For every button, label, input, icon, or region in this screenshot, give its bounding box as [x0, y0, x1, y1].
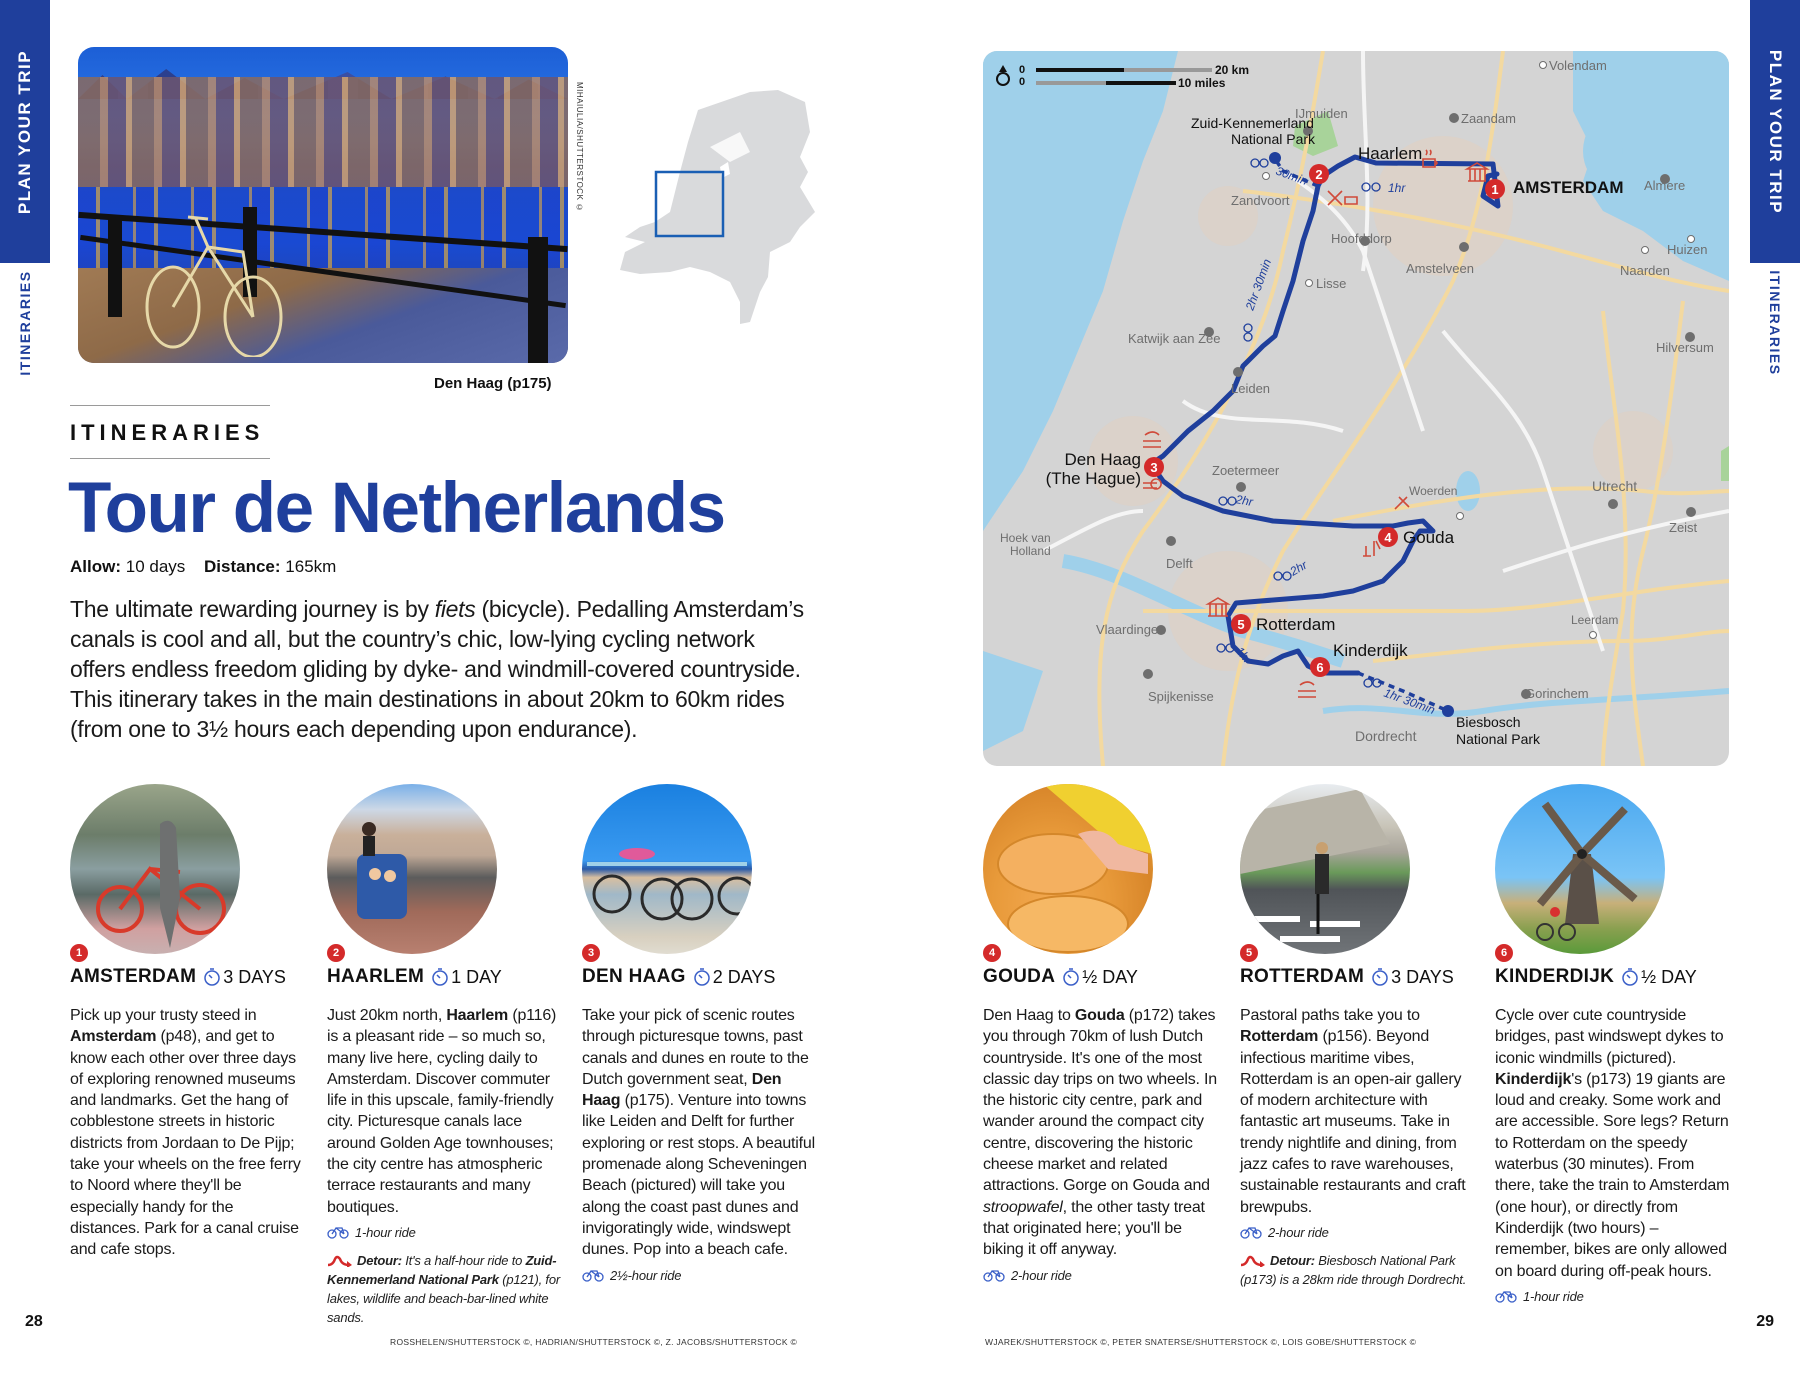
allow-label: Allow:: [70, 557, 121, 576]
svg-text:Spijkenisse: Spijkenisse: [1148, 689, 1214, 704]
allow-value: 10 days: [125, 557, 186, 576]
stop-description: Den Haag to Gouda (p172) takes you through 70km of lush Dutch countryside. It's one of the most classic day trips on two wheels. In the historic city centre, park and wander around the compact city centre, discovering the historic cheese market and related attractions. Gorge on Gouda and stroopwafel, the other tasty treat that originated here; you'll be biking it off anyway. 2-hour ride: [983, 1005, 1218, 1286]
ride-duration: 1-hour ride: [1495, 1286, 1730, 1307]
stop-number-badge: 6: [1495, 944, 1513, 962]
stop-card-haarlem: [327, 784, 567, 1326]
svg-text:4: 4: [1384, 530, 1392, 545]
stop-photo-kinderdijk: [1495, 784, 1665, 954]
svg-text:Holland: Holland: [1010, 544, 1051, 558]
stop-number-badge: 1: [70, 944, 88, 962]
stopwatch-icon: [693, 967, 711, 987]
stopwatch-icon: [1062, 967, 1080, 987]
stop-card-gouda: [983, 784, 1223, 1283]
stop-name: GOUDA: [983, 966, 1056, 987]
svg-text:5: 5: [1237, 617, 1245, 632]
stop-photo-gouda: [983, 784, 1153, 954]
ride-duration: 1-hour ride: [327, 1222, 562, 1243]
distance-value: 165km: [285, 557, 337, 576]
svg-text:Lisse: Lisse: [1316, 276, 1347, 291]
svg-text:6: 6: [1316, 660, 1324, 675]
section-tab-label: PLAN YOUR TRIP: [15, 49, 34, 214]
divider: [70, 458, 270, 459]
svg-text:Rotterdam: Rotterdam: [1256, 615, 1336, 634]
detour-note: Detour: Biesbosch National Park (p173) is a 28km ride through Dordrecht.: [1240, 1253, 1467, 1288]
svg-text:Gorinchem: Gorinchem: [1525, 686, 1589, 701]
svg-text:2hr: 2hr: [1234, 492, 1254, 509]
map-marker-4: [1378, 527, 1455, 547]
stop-number-badge: 4: [983, 944, 1001, 962]
ride-duration: 2½-hour ride: [582, 1265, 817, 1286]
hero-photo-credit: MIHAIULIA/SHUTTERSTOCK ©: [575, 82, 584, 213]
page-title: Tour de Netherlands: [68, 469, 725, 548]
svg-text:Kinderdijk: Kinderdijk: [1333, 641, 1408, 660]
svg-text:1hr: 1hr: [1232, 643, 1255, 667]
svg-text:Leiden: Leiden: [1231, 381, 1271, 396]
svg-text:National Park: National Park: [1231, 131, 1316, 147]
svg-text:2hr: 2hr: [1287, 557, 1310, 579]
svg-text:AMSTERDAM: AMSTERDAM: [1513, 178, 1624, 197]
stop-number-badge: 5: [1240, 944, 1258, 962]
svg-text:3: 3: [1150, 460, 1158, 475]
subsection-tab-left: [0, 263, 50, 383]
ride-duration: 2-hour ride: [983, 1265, 1218, 1286]
stop-duration: ½ DAY: [1641, 966, 1697, 987]
svg-text:1: 1: [1491, 182, 1499, 197]
subsection-tab-label: ITINERARIES: [17, 270, 33, 376]
svg-text:Vlaardingen: Vlaardingen: [1096, 622, 1166, 637]
detour-arrow-icon: [1240, 1255, 1266, 1267]
stop-card-amsterdam: [70, 784, 310, 1259]
stopwatch-icon: [203, 967, 221, 987]
stop-name: DEN HAAG: [582, 966, 686, 987]
svg-text:Leerdam: Leerdam: [1571, 613, 1619, 627]
stop-description: Pick up your trusty steed in Amsterdam (p48), and get to know each other over three days of exploring renowned museums and landmarks. Get the hang of cobblestone streets in historic districts from Jordaan to De Pijp; take your wheels on the free ferry to Noord where they'll be especially handy for the distances. Park for a canal cruise and cafe stops.: [70, 1007, 301, 1259]
hero-photo-den-haag: [78, 47, 568, 363]
detour-note: Detour: It's a half-hour ride to Zuid-Kennemerland National Park (p121), for lakes, wildlife and beach-bar-lined white sands.: [327, 1253, 560, 1326]
map-marker-5: [1231, 614, 1335, 634]
netherlands-locator-map: [600, 62, 820, 332]
stop-duration: 1 DAY: [451, 966, 502, 987]
page-number-left: 28: [25, 1313, 43, 1330]
stop-number-badge: 2: [327, 944, 345, 962]
stop-name: HAARLEM: [327, 966, 425, 987]
section-tab-right: [1750, 0, 1800, 263]
svg-text:Dordrecht: Dordrecht: [1355, 728, 1417, 744]
svg-text:Hoofddorp: Hoofddorp: [1331, 231, 1392, 246]
stop-duration: 3 DAYS: [1391, 966, 1454, 987]
svg-text:Woerden: Woerden: [1409, 484, 1458, 498]
stop-card-kinderdijk: [1495, 784, 1735, 1304]
svg-text:Biesbosch: Biesbosch: [1456, 714, 1521, 730]
svg-text:Gouda: Gouda: [1403, 528, 1455, 547]
svg-text:Naarden: Naarden: [1620, 263, 1670, 278]
distance-label: Distance:: [204, 557, 281, 576]
stop-card-den-haag: [582, 784, 822, 1283]
stop-photo-den-haag: [582, 784, 752, 954]
stop-name: AMSTERDAM: [70, 966, 197, 987]
stopwatch-icon: [431, 967, 449, 987]
stop-photo-amsterdam: [70, 784, 240, 954]
svg-text:0: 0: [1019, 76, 1026, 88]
bicycle-illustration: [133, 207, 293, 357]
stopwatch-icon: [1371, 967, 1389, 987]
stop-duration: 3 DAYS: [223, 966, 286, 987]
intro-paragraph: The ultimate rewarding journey is by fiets (bicycle). Pedalling Amsterdam’s canals is cool and all, but the country’s chic, low-lying cycling network offers endless freedom gliding by dyke- and windmill-covered countryside. This itinerary takes in the main destinations in about 20km to 60km rides (from one to 3½ hours each depending upon endurance).: [70, 596, 804, 742]
photo-credits-right: WJAREK/SHUTTERSTOCK ©, PETER SNATERSE/SHUTTERSTOCK ©, LOIS GOBE/SHUTTERSTOCK ©: [985, 1337, 1417, 1347]
stopwatch-icon: [1621, 967, 1639, 987]
svg-text:1hr: 1hr: [1388, 181, 1406, 195]
svg-text:Den Haag: Den Haag: [1064, 450, 1141, 469]
stop-name: KINDERDIJK: [1495, 966, 1615, 987]
svg-text:Zoetermeer: Zoetermeer: [1212, 463, 1280, 478]
svg-text:Amstelveen: Amstelveen: [1406, 261, 1474, 276]
bicycle-icon: [582, 1269, 604, 1282]
detour-arrow-icon: [327, 1255, 353, 1267]
stop-photo-haarlem: [327, 784, 497, 954]
stop-duration: 2 DAYS: [712, 966, 776, 987]
svg-text:National Park: National Park: [1456, 731, 1541, 747]
svg-text:30min: 30min: [1273, 163, 1310, 188]
divider: [70, 405, 270, 406]
stop-description: Just 20km north, Haarlem (p116) is a pleasant ride – so much so, many live here, cycling daily to Amsterdam. Discover commuter life in this upscale, family-friendly city. Picturesque canals lace around Golden Age townhouses; the city centre has atmospheric terrace restaurants and many boutiques. 1-hour ride Detour: It's a half-hour ride to Zuid-Kennemerland National Park (p121), for lakes, wildlife and beach-bar-lined white sands.: [327, 1007, 560, 1326]
hero-caption: Den Haag (p175): [434, 375, 552, 392]
page-number-right: 29: [1756, 1313, 1774, 1330]
stop-name: ROTTERDAM: [1240, 966, 1365, 987]
stop-duration: ½ DAY: [1082, 966, 1138, 987]
svg-text:Zuid-Kennemerland: Zuid-Kennemerland: [1191, 115, 1314, 131]
svg-text:Haarlem: Haarlem: [1358, 144, 1423, 163]
bicycle-icon: [327, 1226, 349, 1239]
svg-text:Utrecht: Utrecht: [1592, 478, 1638, 494]
bicycle-icon: [1495, 1290, 1517, 1303]
svg-text:0: 0: [1019, 64, 1026, 76]
photo-credits-left: ROSSHELEN/SHUTTERSTOCK ©, HADRIAN/SHUTTERSTOCK ©, Z. JACOBS/SHUTTERSTOCK ©: [390, 1337, 798, 1347]
ride-duration: 2-hour ride: [1240, 1222, 1475, 1243]
stop-description: Pastoral paths take you to Rotterdam (p156). Beyond infectious maritime vibes, Rotterdam is an open-air gallery of modern architecture with fantastic art museums. Take in trendy nightlife and dining, from jazz cafes to rave warehouses, sustainable restaurants and craft brewpubs. 2-hour ride Detour: Biesbosch National Park (p173) is a 28km ride through Dordrecht.: [1240, 1005, 1475, 1289]
stop-photo-rotterdam: [1240, 784, 1410, 954]
stop-card-rotterdam: [1240, 784, 1480, 1288]
svg-text:20 km: 20 km: [1215, 63, 1250, 77]
subsection-tab-right: [1750, 263, 1800, 383]
section-tab-left: [0, 0, 50, 263]
svg-text:Hoek van: Hoek van: [1000, 531, 1051, 545]
svg-text:Huizen: Huizen: [1667, 242, 1708, 257]
svg-text:(The Hague): (The Hague): [1045, 469, 1141, 488]
bicycle-icon: [1240, 1226, 1262, 1239]
section-tab-label: PLAN YOUR TRIP: [1766, 49, 1785, 214]
svg-text:Delft: Delft: [1166, 556, 1193, 571]
svg-text:Volendam: Volendam: [1549, 58, 1607, 73]
svg-text:Zeist: Zeist: [1669, 520, 1698, 535]
subsection-tab-label: ITINERARIES: [1767, 270, 1783, 376]
svg-text:Katwijk aan Zee: Katwijk aan Zee: [1128, 331, 1221, 346]
route-map: [983, 51, 1729, 766]
svg-text:10 miles: 10 miles: [1178, 76, 1226, 90]
svg-text:2hr 30min: 2hr 30min: [1242, 257, 1275, 313]
bicycle-icon: [983, 1269, 1005, 1282]
svg-text:Zandvoort: Zandvoort: [1231, 193, 1290, 208]
stop-number-badge: 3: [582, 944, 600, 962]
svg-text:Almere: Almere: [1644, 178, 1686, 193]
svg-text:1hr 30min: 1hr 30min: [1381, 685, 1437, 718]
stop-description: Cycle over cute countryside bridges, past windswept dykes to iconic windmills (pictured). Kinderdijk's (p173) 19 giants are loud and creaky. Some work and are accessible. Sore legs? Return to Rotterdam on the speedy waterbus (30 minutes). From there, take the train to Amsterdam (one hour), or directly from Kinderdijk (two hours) – remember, bikes are only allowed on board during off-peak hours. 1-hour ride: [1495, 1005, 1730, 1307]
svg-text:Hilversum: Hilversum: [1656, 340, 1714, 355]
svg-text:IJmuiden: IJmuiden: [1295, 106, 1348, 121]
svg-text:2: 2: [1315, 167, 1323, 182]
section-kicker: ITINERARIES: [70, 420, 265, 445]
stop-description: Take your pick of scenic routes through picturesque towns, past canals and dunes en route to the Dutch government seat, Den Haag (p175). Venture into towns like Leiden and Delft for further exploring or rest stops. A beautiful promenade along Scheveningen Beach (pictured) will take you along the coast past dunes and invigoratingly wide, windswept dunes. Pop into a beach cafe. 2½-hour ride: [582, 1005, 817, 1286]
trip-meta: [70, 557, 336, 577]
svg-text:Zaandam: Zaandam: [1461, 111, 1516, 126]
